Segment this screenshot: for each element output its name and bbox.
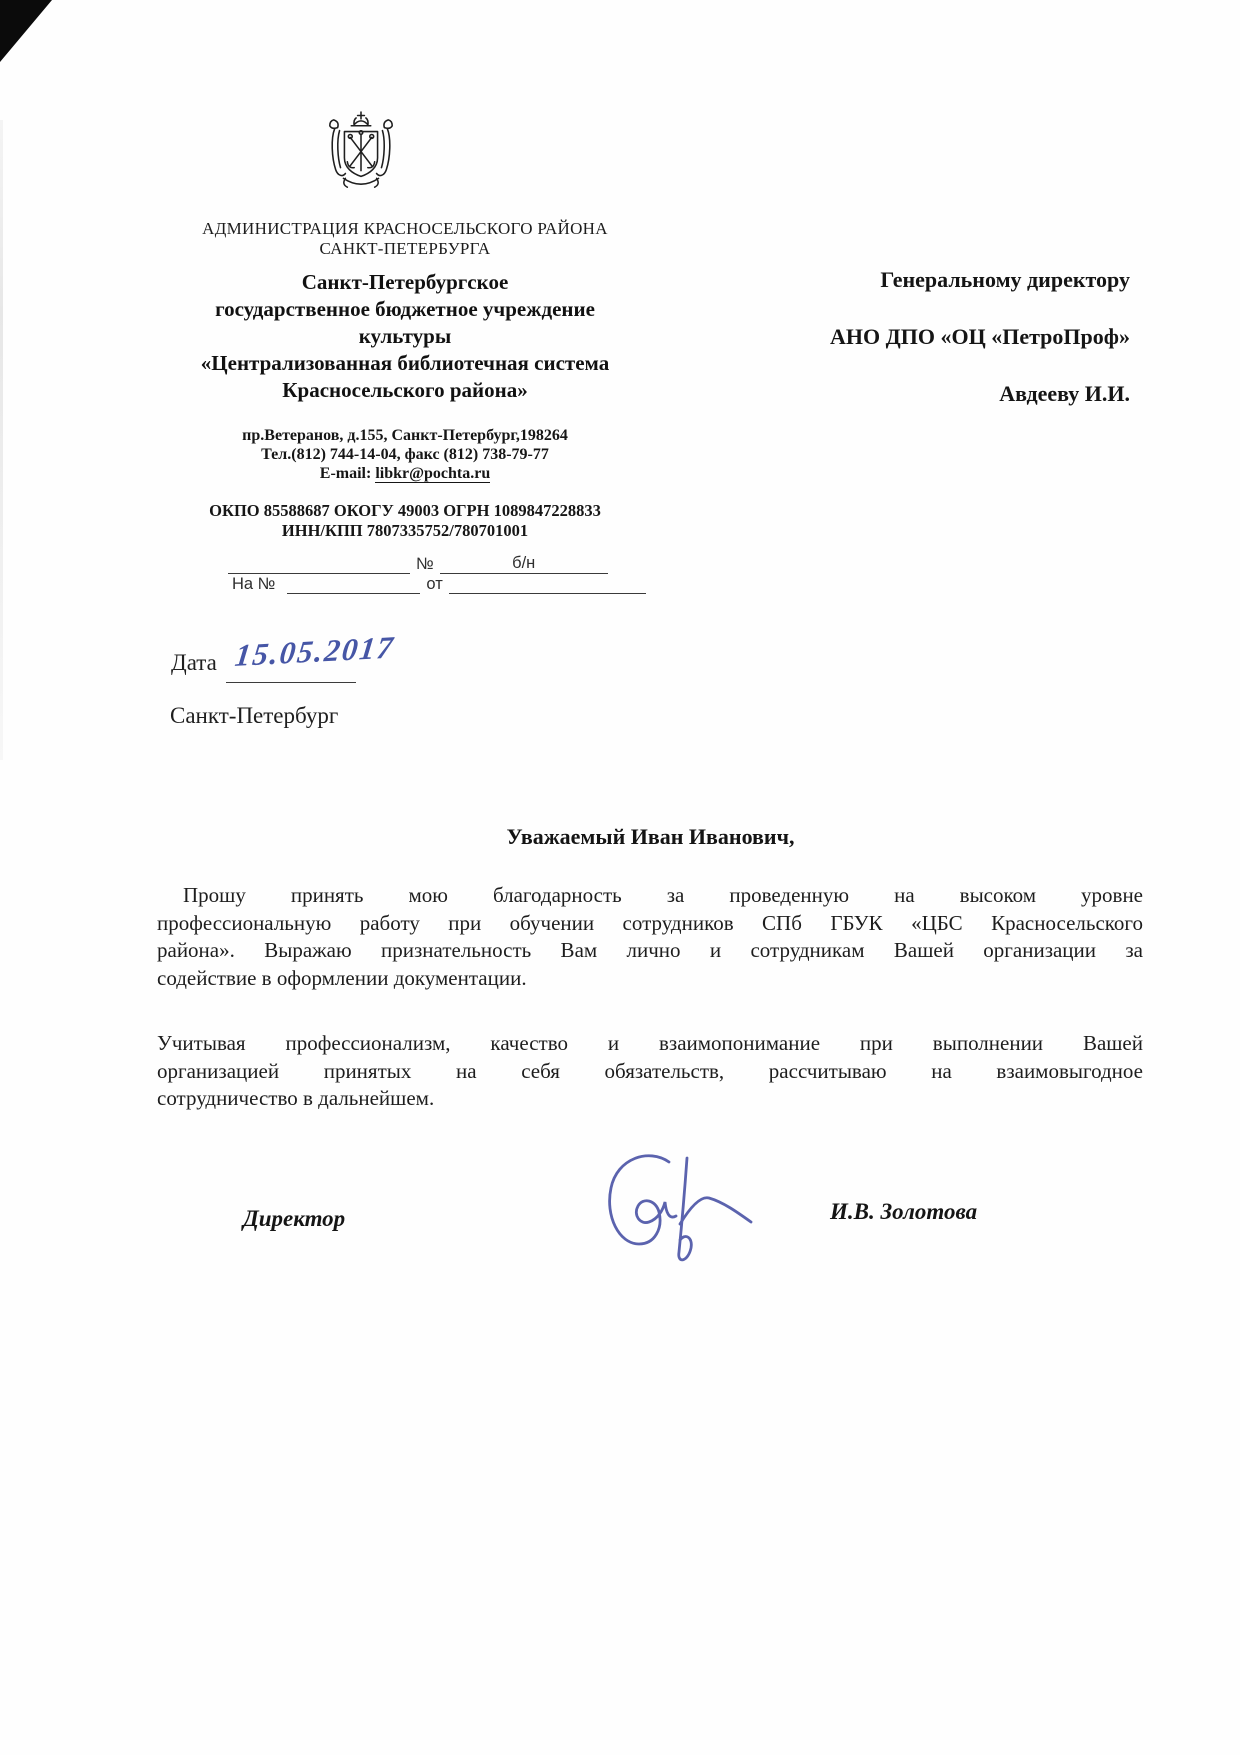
text-line: государственное бюджетное учреждение <box>215 297 595 321</box>
reply-date-label: от <box>426 575 443 593</box>
postal-address: пр.Ветеранов, д.155, Санкт-Петербург,198264 <box>242 427 568 444</box>
number-sign: № <box>416 555 434 573</box>
admin-line: САНКТ-ПЕТЕРБУРГА <box>319 238 491 258</box>
body-paragraph-1 <box>157 882 1143 992</box>
reply-date-blank <box>449 574 646 594</box>
signer-title: Директор <box>243 1206 346 1231</box>
outgoing-number-row <box>228 554 608 574</box>
contact-address-block <box>150 426 660 483</box>
reply-reference-row <box>232 574 646 594</box>
email-label: E-mail: <box>319 465 372 482</box>
handwritten-date: 15.05.2017 <box>233 629 397 673</box>
text-line: «Централизованная библиотечная система <box>200 351 610 375</box>
text-line: Санкт-Петербургское <box>301 270 509 294</box>
city-line: Санкт-Петербург <box>170 703 339 728</box>
outgoing-number-blank <box>228 554 410 574</box>
email-address-link[interactable]: libkr@pochta.ru <box>375 465 491 482</box>
codes-line: ИНН/КПП 7807335752/780701001 <box>281 521 529 540</box>
email-line <box>150 464 660 483</box>
addressee-block <box>690 251 1130 422</box>
body-paragraph-2 <box>157 1030 1143 1113</box>
text-line: организацией принятых на себя обязательств, рассчитываю на взаимовыгодное <box>157 1058 1143 1083</box>
outgoing-number-value: б/н <box>440 554 608 574</box>
handwritten-signature-icon <box>583 1150 768 1280</box>
text-line: содействие в оформлении документации. <box>157 965 527 990</box>
text-line: Учитывая профессионализм, качество и взаимопонимание при выполнении Вашей <box>157 1031 1143 1055</box>
phone-fax: Тел.(812) 744-14-04, факс (812) 738-79-77 <box>261 446 549 463</box>
text-line: района». Выражаю признательность Вам лично и сотрудникам Вашей организации за <box>157 938 1143 962</box>
reply-number-blank <box>287 574 420 594</box>
scan-corner-fold-artifact <box>0 0 52 62</box>
organization-name <box>150 269 660 404</box>
salutation: Уважаемый Иван Иванович, <box>506 824 795 849</box>
text-line: Генеральному директору <box>880 267 1130 292</box>
registration-codes-block <box>150 501 660 541</box>
scan-edge-shadow <box>0 120 3 760</box>
text-line: Красносельского района» <box>282 378 528 402</box>
date-label: Дата <box>171 650 217 675</box>
administration-header <box>150 219 660 258</box>
text-line: Авдееву И.И. <box>999 381 1130 406</box>
codes-line: ОКПО 85588687 ОКОГУ 49003 ОГРН 1089847228833 <box>209 501 601 520</box>
text-line: сотрудничество в дальнейшем. <box>157 1086 435 1110</box>
text-line: Прошу принять мою благодарность за проведенную на высоком уровне <box>183 883 1143 907</box>
text-line: профессиональную работу при обучении сотрудников СПб ГБУК «ЦБС Красносельского <box>157 910 1143 935</box>
signer-name: И.В. Золотова <box>830 1199 978 1224</box>
text-line: культуры <box>358 324 452 348</box>
admin-line: АДМИНИСТРАЦИЯ КРАСНОСЕЛЬСКОГО РАЙОНА <box>202 219 608 238</box>
spb-coat-of-arms-icon <box>322 110 400 203</box>
text-line: АНО ДПО «ОЦ «ПетроПроф» <box>830 324 1130 349</box>
reply-number-label: На № <box>232 575 276 593</box>
